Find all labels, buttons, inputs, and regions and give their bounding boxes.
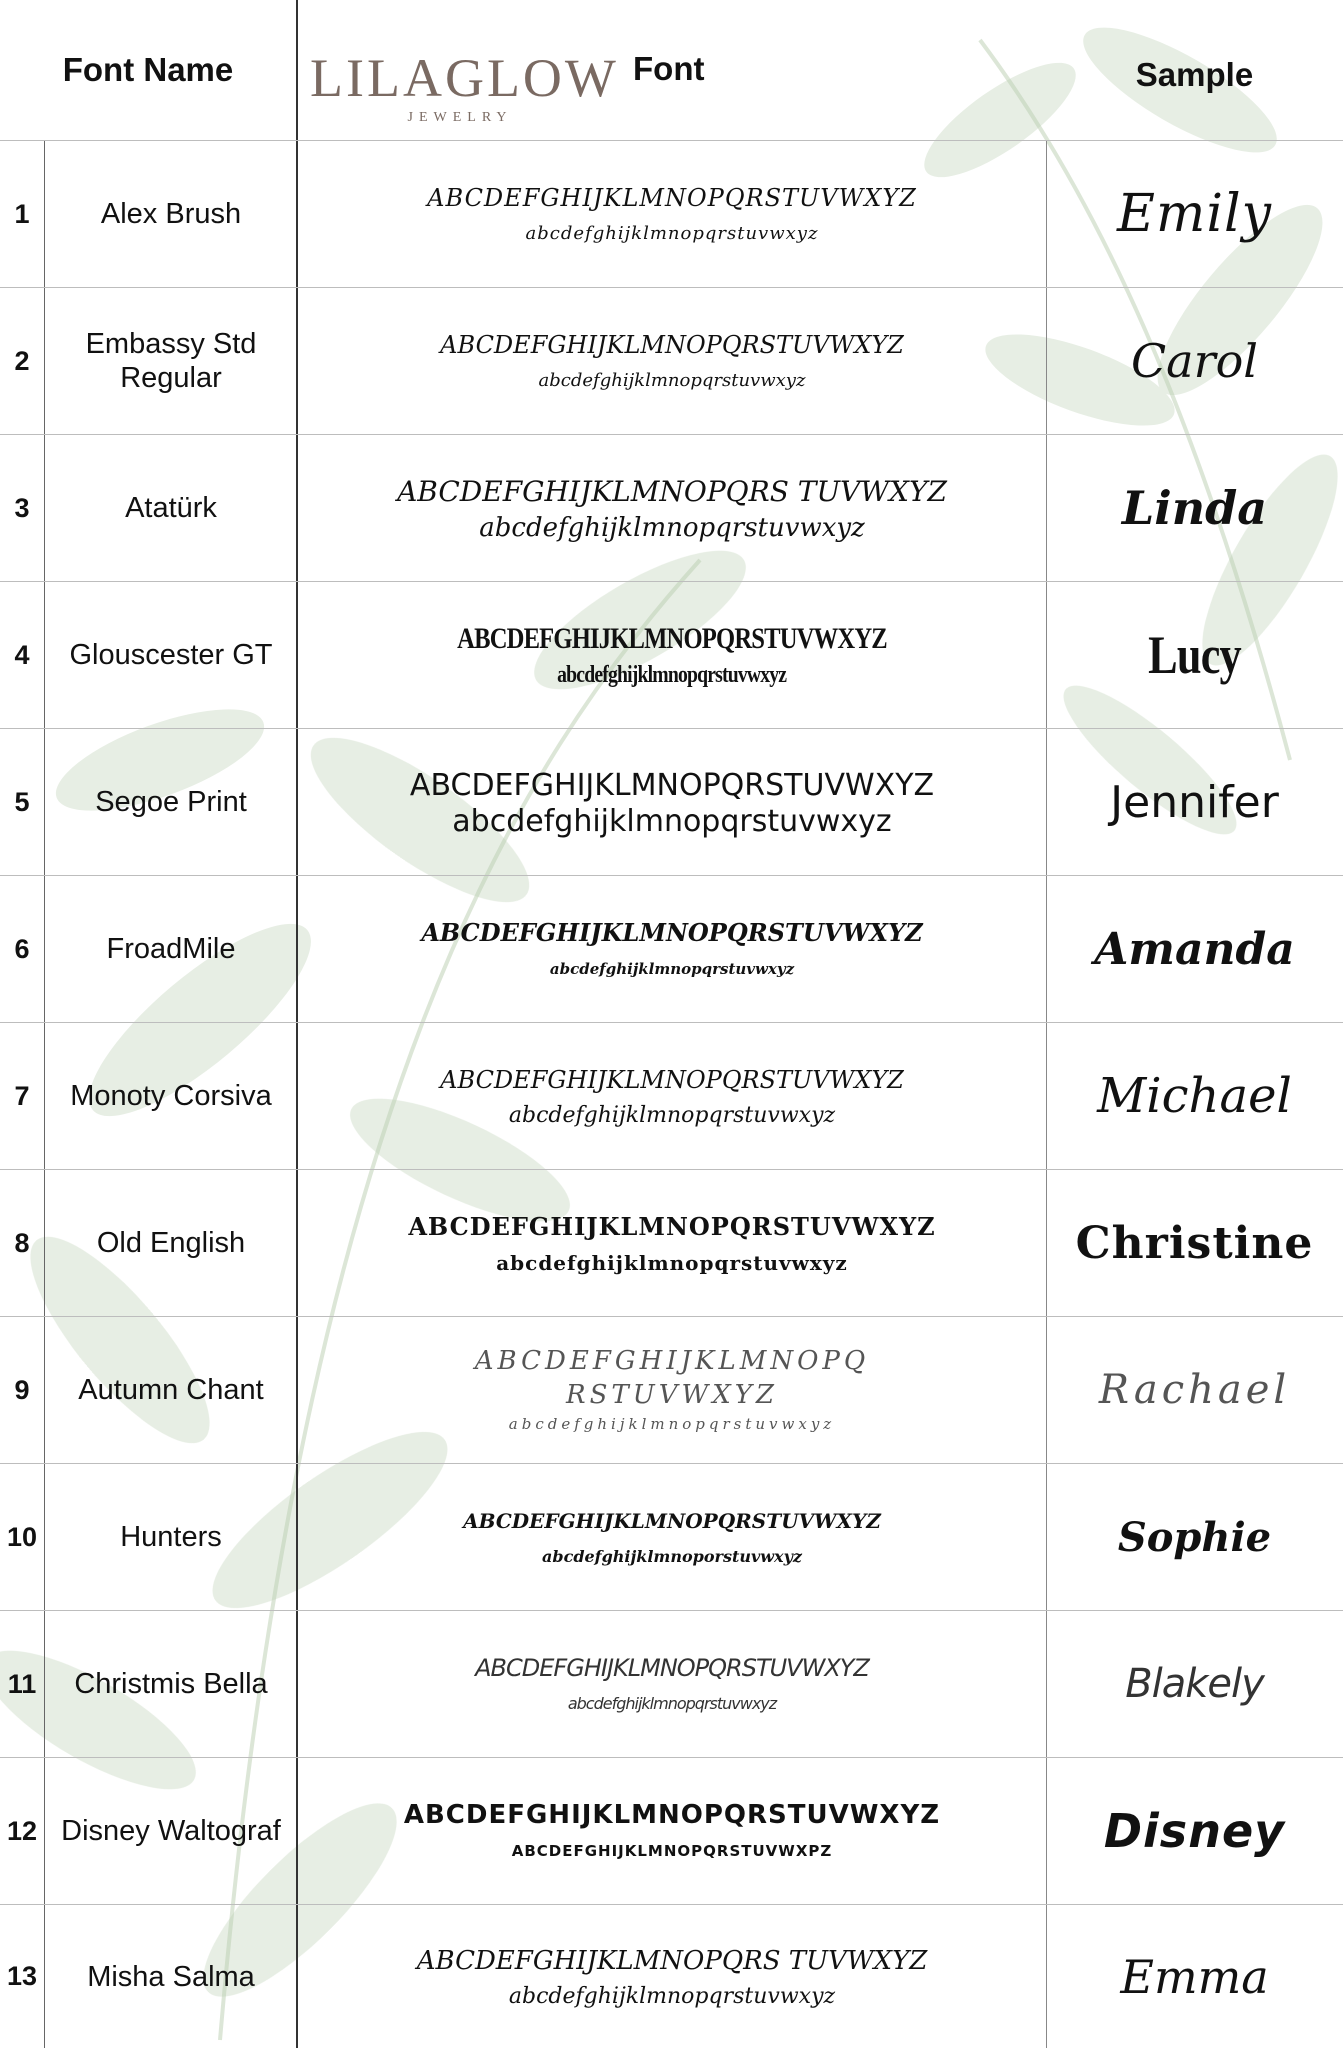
font-preview (298, 1317, 1046, 1463)
lowercase-preview: abcdefghijklmnopqrstuvwxyz (496, 1251, 848, 1275)
brand-subtitle: JEWELRY (407, 110, 513, 125)
uppercase-preview: ABCDEFGHIJKLMNOPQRSTUVWXYZ (409, 768, 935, 803)
sample-name: Amanda (1094, 923, 1295, 975)
row-number: 9 (14, 1374, 30, 1405)
uppercase-preview: ABCDEFGHIJKLMNOPQRS TUVWXYZ (416, 1945, 928, 1976)
font-preview (298, 1758, 1046, 1904)
table-row (0, 1611, 1343, 1757)
table-row (0, 435, 1343, 581)
table-row (0, 582, 1343, 728)
table-row (0, 288, 1343, 434)
sample-name: Jennifer (1110, 776, 1279, 828)
sample-name (1046, 582, 1343, 728)
row-number: 5 (14, 786, 30, 817)
font-preview (298, 1023, 1046, 1169)
font-name: Atatürk (125, 492, 217, 524)
font-preview (298, 435, 1046, 581)
row-number: 7 (14, 1080, 30, 1111)
uppercase-preview: ABCDEFGHIJKLMNOPQRSTUVWXYZ (463, 1509, 881, 1533)
font-name: Christmis Bella (74, 1668, 268, 1700)
sample-name: Christine (1075, 1217, 1314, 1269)
font-name: Monoty Corsiva (70, 1080, 272, 1112)
table-row (0, 1170, 1343, 1316)
lowercase-preview: abcdefghijklmnoporstuvwxyz (542, 1547, 802, 1566)
uppercase-preview: ABCDEFGHIJKLMNOPQ (474, 1346, 870, 1376)
uppercase-preview: ABCDEFGHIJKLMNOPQRS TUVWXYZ (397, 475, 947, 508)
row-number: 6 (14, 933, 30, 964)
font-name: Alex Brush (100, 198, 242, 230)
lowercase-preview: abcdefghijklmnopqrstuvwxyz (538, 370, 806, 391)
uppercase-preview: ABCDEFGHIJKLMNOPQRSTUVWXYZ (440, 331, 904, 359)
row-number: 11 (7, 1668, 37, 1699)
sample-name: Sophie (1117, 1513, 1272, 1561)
font-preview (298, 1464, 1046, 1610)
font-name: Disney Waltograf (61, 1815, 281, 1847)
uppercase-preview: ABCDEFGHIJKLMNOPQRSTUVWXYZ (440, 1066, 904, 1094)
font-name: Misha Salma (87, 1960, 255, 1993)
sample-name: Linda (1121, 481, 1268, 535)
lowercase-preview: abcdefghijklmnopqrstuvwxyz (557, 662, 787, 688)
sample-name: Blakely (1125, 1661, 1264, 1707)
sample-name: Emily (1117, 184, 1272, 244)
lowercase-preview: ABCDEFGHIJKLMNOPQRSTUVWXPZ (511, 1842, 833, 1860)
uppercase-preview: ABCDEFGHIJKLMNOPQRSTUVWXYZ (457, 622, 887, 655)
sample-name: Carol (1130, 334, 1259, 388)
lowercase-preview: abcdefghijklmnopqrstuvwxyz (508, 1103, 836, 1128)
table-row (0, 1464, 1343, 1610)
table-row (0, 876, 1343, 1022)
lowercase-preview: abcdefghijklmnopqrstuvwxyz (525, 223, 819, 244)
uppercase-preview: ABCDEFGHIJKLMNOPQRSTUVWXYZ (475, 1654, 869, 1682)
font-preview (298, 1905, 1046, 2048)
sample-name-text: Lucy (1148, 625, 1241, 685)
font-preview (298, 1611, 1046, 1757)
font-preview (298, 729, 1046, 875)
row-number: 2 (14, 345, 30, 376)
lowercase-preview: abcdefghijklmnopqrstuvwxyz (452, 804, 892, 839)
table-row (0, 729, 1343, 875)
lowercase-preview: abcdefghijklmnopqrstuvwxyz (508, 1415, 836, 1433)
font-column-header: Font (633, 50, 705, 87)
table-header (0, 0, 1343, 140)
font-name: Glouscester GT (69, 639, 273, 671)
uppercase-preview: ABCDEFGHIJKLMNOPQRSTUVWXYZ (403, 1800, 941, 1830)
lowercase-preview: abcdefghijklmnopqrstuvwxyz (508, 1983, 836, 2009)
sample-name: Emma (1120, 1949, 1269, 2004)
sample-name: Rachael (1098, 1367, 1291, 1413)
font-name: FroadMile (106, 933, 236, 965)
lowercase-preview: abcdefghijklmnopqrstuvwxyz (567, 1694, 777, 1713)
uppercase-preview-line-2: RSTUVWXYZ (566, 1380, 778, 1410)
font-preview (298, 876, 1046, 1022)
table-row (0, 1758, 1343, 1904)
table-row (0, 1023, 1343, 1169)
font-name: Hunters (120, 1521, 222, 1553)
font-preview (298, 288, 1046, 434)
row-number: 13 (6, 1961, 38, 1991)
sample-name: Disney (1103, 1804, 1286, 1858)
table-row (0, 141, 1343, 287)
row-number: 4 (14, 639, 30, 670)
uppercase-preview: ABCDEFGHIJKLMNOPQRSTUVWXYZ (408, 1212, 936, 1241)
font-preview (298, 141, 1046, 287)
lowercase-preview: abcdefghijklmnopqrstuvwxyz (549, 960, 795, 978)
row-number: 1 (14, 198, 30, 229)
lowercase-preview: abcdefghijklmnopqrstuvwxyz (479, 513, 865, 543)
sample-name: Michael (1097, 1068, 1292, 1124)
font-name: Segoe Print (95, 786, 247, 818)
row-number: 3 (14, 492, 30, 523)
row-number: 12 (6, 1815, 38, 1846)
table-row (0, 1905, 1343, 2048)
row-number: 10 (6, 1521, 38, 1552)
uppercase-preview: ABCDEFGHIJKLMNOPQRSTUVWXYZ (421, 918, 923, 947)
brand-logo (310, 48, 619, 138)
table-row (0, 1317, 1343, 1463)
uppercase-preview: ABCDEFGHIJKLMNOPQRSTUVWXYZ (427, 184, 917, 212)
sample-column-header: Sample (1135, 56, 1254, 93)
font-name: Autumn Chant (78, 1374, 264, 1406)
font-preview (298, 582, 1046, 728)
brand-name: LILAGLOW (310, 48, 619, 108)
row-number: 8 (14, 1227, 30, 1258)
font-name: Embassy Std Regular (85, 328, 257, 394)
font-name: Old English (96, 1227, 246, 1259)
font-preview (298, 1170, 1046, 1316)
font-name-column-header: Font Name (62, 51, 234, 88)
